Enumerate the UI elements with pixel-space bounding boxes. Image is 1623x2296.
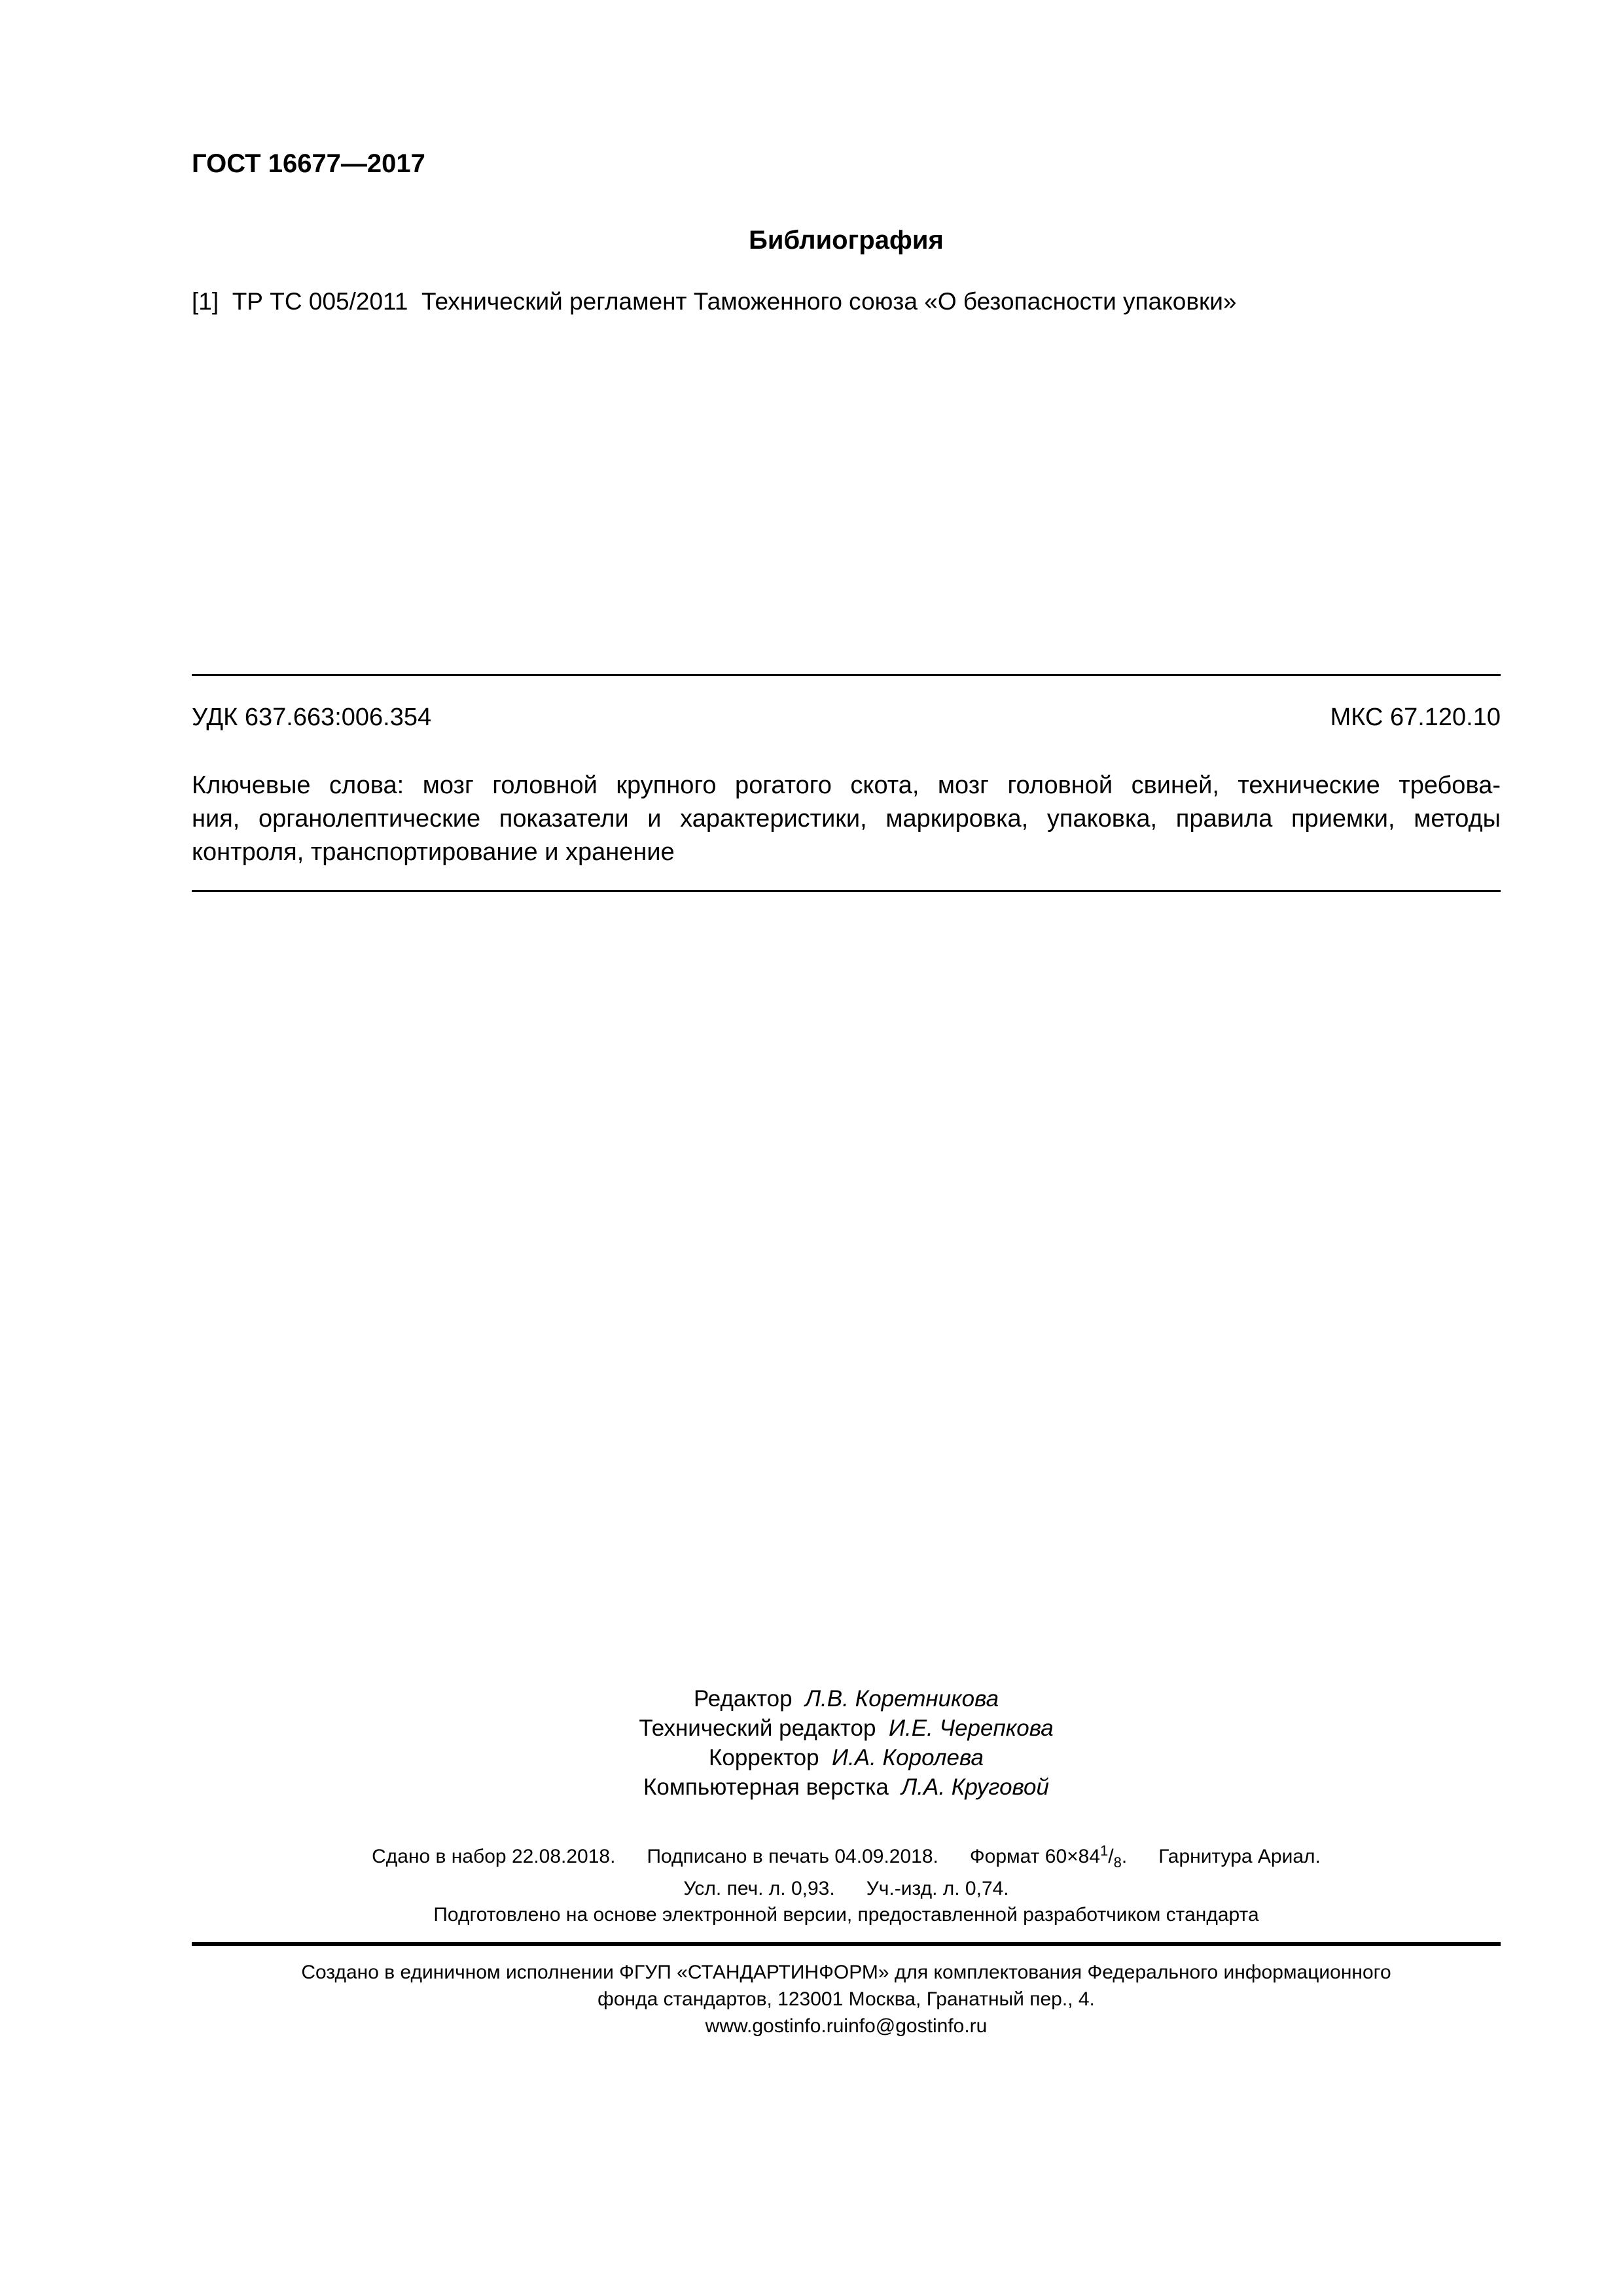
- credit-layout: [192, 1772, 1501, 1802]
- footer-links: [192, 2013, 1501, 2039]
- imprint-format: Формат $60\times 84^1/_8$.: [969, 1842, 1128, 1871]
- udk-code: УДК 637.663:006.354: [192, 704, 432, 731]
- imprint-print-sheets: Усл. печ. л. 0,93.: [683, 1878, 835, 1899]
- bibliography-title: Библиография: [749, 226, 944, 255]
- divider-top: [192, 674, 1501, 676]
- credit-name: Л.В. Коретникова: [805, 1686, 999, 1712]
- footer-website-link[interactable]: www.gostinfo.ru: [705, 2015, 844, 2037]
- imprint-signed: Подписано в печать 04.09.2018.: [647, 1846, 938, 1867]
- keywords-line: контроля, транспортирование и хранение: [192, 838, 675, 866]
- divider-footer: [192, 1942, 1501, 1946]
- footer-line-1: Создано в единичном исполнении ФГУП «СТАНДАРТИНФОРМ» для комплектования Федерального информационного: [301, 1962, 1391, 1983]
- credit-editor: [192, 1684, 1501, 1713]
- imprint-submitted: Сдано в набор 22.08.2018.: [372, 1846, 616, 1867]
- credit-name: И.Е. Черепкова: [888, 1715, 1054, 1741]
- imprint-block: [192, 1838, 1501, 1928]
- imprint-pub-sheets: Уч.-изд. л. 0,74.: [866, 1878, 1009, 1899]
- credit-role: Технический редактор: [639, 1715, 876, 1741]
- credit-proofreader: [192, 1743, 1501, 1772]
- keywords-line: Ключевые слова: мозг головной крупного рогатого скота, мозг головной свиней, технические требова-: [192, 772, 1501, 799]
- document-code: ГОСТ 16677—2017: [192, 149, 425, 178]
- footer-line-2: фонда стандартов, 123001 Москва, Гранатный пер., 4.: [597, 1988, 1095, 2010]
- keywords-block: [192, 769, 1501, 869]
- keywords-line: ния, органолептические показатели и характеристики, маркировка, упаковка, правила приемки, методы: [192, 805, 1501, 833]
- credit-role: Компьютерная верстка: [643, 1774, 889, 1800]
- credit-role: Редактор: [693, 1686, 793, 1712]
- credit-name: Л.А. Круговой: [901, 1774, 1049, 1800]
- credits-block: [192, 1684, 1501, 1802]
- entry-code: ТР ТС 005/2011: [232, 288, 408, 315]
- imprint-line-1: [192, 1838, 1501, 1876]
- divider-bottom: [192, 890, 1501, 892]
- credit-name: И.А. Королева: [832, 1745, 984, 1770]
- imprint-prepared: Подготовлено на основе электронной версии, предоставленной разработчиком стандарта: [433, 1904, 1259, 1926]
- entry-text: Технический регламент Таможенного союза «О безопасности упаковки»: [421, 288, 1237, 315]
- credit-tech-editor: [192, 1713, 1501, 1743]
- credit-role: Корректор: [709, 1745, 819, 1770]
- footer-email-link[interactable]: info@gostinfo.ru: [844, 2015, 988, 2037]
- entry-number: [1]: [192, 288, 219, 315]
- mks-code: МКС 67.120.10: [1330, 704, 1501, 731]
- imprint-typeface: Гарнитура Ариал.: [1158, 1846, 1321, 1867]
- bibliography-entry: [192, 288, 1236, 315]
- imprint-line-2: [192, 1876, 1501, 1902]
- footer-block: [192, 1959, 1501, 2039]
